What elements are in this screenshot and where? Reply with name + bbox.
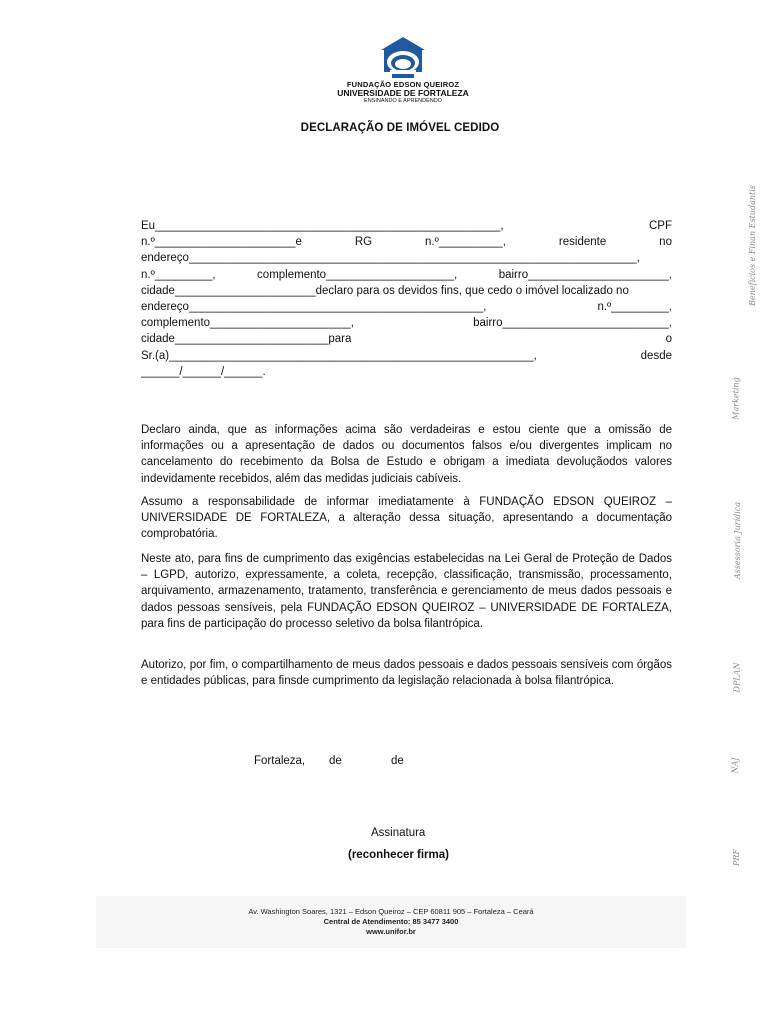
form-row-8 [141,331,672,347]
signature-note: (reconhecer firma) [348,849,449,861]
form-field-property-number[interactable]: n.º_________, [597,300,672,313]
form-row-2 [141,234,672,250]
form-row-9 [141,348,672,364]
declaration-form [141,218,672,380]
org-line2: UNIVERSIDADE DE FORTALEZA [337,88,469,98]
org-line1: FUNDAÇÃO EDSON QUEIROZ [346,80,460,89]
footer-phone: Central de Atendimento: 85 3477 3400 [323,917,459,926]
form-field-complement[interactable]: complemento____________________, [257,268,458,281]
page-footer [96,896,686,948]
form-label-rg: RG [354,236,373,249]
form-field-number[interactable]: n.º_________, [141,268,216,281]
org-motto: ENSINANDO E APRENDENDO [364,98,442,104]
form-row-6 [141,299,672,315]
form-field-rg[interactable]: n.º__________, [425,236,506,249]
lgpd-paragraph: Neste ato, para fins de cumprimento das exigências estabelecidas na Lei Geral de Proteção de Dados – LGPD, autorizo, expressamente, a coleta, recepção, classificação, transmissão, processamento, arquivamento, armazenamento, tratamento, transferência e gerenciamento de meus dados pessoais e dados pessoas sensíveis, pela FUNDAÇÃO EDSON QUEIROZ – UNIVERSIDADE DE FORTALEZA, para fins de participação do processo seletivo da bolsa filantrópica. [141,553,672,630]
place-de-2: de [391,755,404,767]
logo-emblem-icon [380,36,426,80]
sidebar-label-naj: NAJ [730,757,740,774]
form-row-5 [141,283,672,299]
footer-website: www.unifor.br [366,927,416,936]
sidebar-label-prf: PRF [731,849,741,866]
sidebar-label-juridica: Assessoria Jurídica [733,501,743,580]
form-row-7 [141,315,672,331]
form-field-property-city[interactable]: cidade________________________para [141,333,352,346]
form-row-10 [141,364,672,380]
form-label-residente: residente [558,236,607,249]
form-field-property-complement[interactable]: complemento______________________, [141,317,354,330]
form-field-cpf[interactable]: n.º______________________e [141,236,302,249]
form-field-recipient[interactable]: Sr.(a)_________________________________________________________, [141,349,537,362]
sidebar-label-beneficios: Benefícios e Finan Estudantis [747,185,757,306]
form-label-o: o [665,333,672,346]
data-sharing-paragraph: Autorizo, por fim, o compartilhamento de meus dados pessoais e dados pessoais sensíveis com órgãos e entidades públicas, para finsde cumprimento da legislação relacionada à bolsa filantrópica. [141,659,672,688]
form-label-no: no [659,236,672,249]
place-city: Fortaleza, [254,755,306,767]
form-field-name[interactable]: Eu______________________________________________________, [141,220,504,232]
sidebar-label-marketing: Marketing [731,377,741,420]
place-de-1: de [329,755,342,767]
form-field-address[interactable]: endereço______________________________________________________________________, [141,252,640,265]
footer-address: Av. Washington Soares, 1321 – Edson Queiroz – CEP 60811 905 – Fortaleza – Ceará [248,907,534,916]
form-label-cpf: CPF [649,220,672,232]
declaration-paragraph-2: Assumo a responsabilidade de informar imediatamente à FUNDAÇÃO EDSON QUEIROZ – UNIVERSIDADE DE FORTALEZA, a alteração dessa situação, apresentando a documentação comprobatória. [141,496,672,541]
signature-label: Assinatura [371,827,426,839]
form-field-property-address[interactable]: endereço______________________________________________, [141,300,487,313]
form-field-city[interactable]: cidade______________________declaro para os devidos fins, que cedo o imóvel localizado no [141,284,629,297]
unifor-logo [333,36,473,105]
form-field-since-date[interactable]: ______/______/______. [141,365,266,378]
form-field-property-neighborhood[interactable]: bairro__________________________, [473,317,672,330]
document-title: DECLARAÇÃO DE IMÓVEL CEDIDO [300,122,500,134]
form-row-3 [141,250,672,266]
form-label-desde: desde [640,349,672,362]
sidebar-label-dplan: DPLAN [732,662,742,693]
form-row-4 [141,267,672,283]
form-field-neighborhood[interactable]: bairro______________________, [498,268,672,281]
form-row-1 [141,218,672,234]
declaration-paragraph-1: Declaro ainda, que as informações acima são verdadeiras e estou ciente que a omissão de informações ou a apresentação de dados ou documentos falsos e/ou divergentes implicam no cancelamento do recebimento da Bolsa de Estudo e obrigam a imediata devoluçãodos valores indevidamente recebidos, além das medidas judiciais cabíveis. [141,424,672,485]
